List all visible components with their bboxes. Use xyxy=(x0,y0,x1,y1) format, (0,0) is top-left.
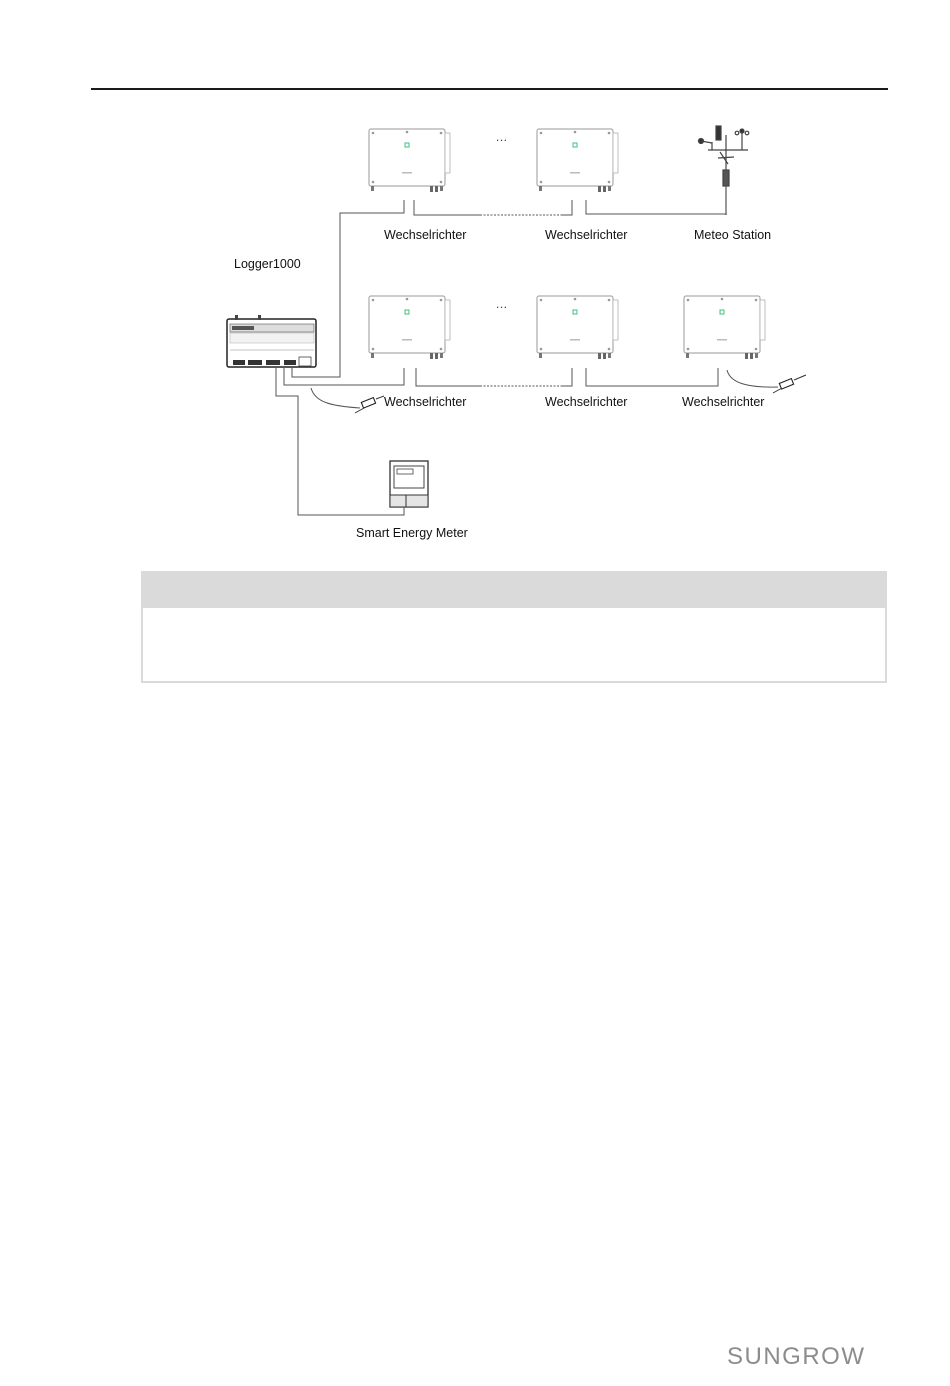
logger-label: Logger1000 xyxy=(234,257,301,271)
svg-text:SUNGROW: SUNGROW xyxy=(727,1343,866,1369)
inverter-r2-1 xyxy=(369,296,450,359)
meteo-station-label: Meteo Station xyxy=(694,228,772,242)
inverter-r2-3 xyxy=(684,296,765,359)
inverter-label-r2-1: Wechselrichter xyxy=(384,395,467,409)
inverter-label-r2-2: Wechselrichter xyxy=(545,395,628,409)
inverter-r1-2 xyxy=(537,129,618,192)
logger1000-device xyxy=(227,315,316,367)
note-header xyxy=(143,573,885,608)
inverter-label-r1-1: Wechselrichter xyxy=(384,228,467,242)
inverter-label-r2-3: Wechselrichter xyxy=(682,395,765,409)
meteo-station-icon xyxy=(699,126,749,215)
ellipsis-row1: ... xyxy=(496,130,508,144)
termination-resistor-icon-2 xyxy=(773,375,806,393)
termination-resistor-icon-1 xyxy=(355,396,384,413)
smart-energy-meter-icon xyxy=(390,461,428,507)
inverter-label-r1-2: Wechselrichter xyxy=(545,228,628,242)
inverter-r1-1 xyxy=(369,129,450,192)
network-diagram xyxy=(0,0,950,560)
inverter-r2-2 xyxy=(537,296,618,359)
smart-meter-label: Smart Energy Meter xyxy=(356,526,468,540)
sungrow-logo xyxy=(727,1343,889,1369)
note-box xyxy=(141,571,887,683)
ellipsis-row2: ... xyxy=(496,297,508,311)
